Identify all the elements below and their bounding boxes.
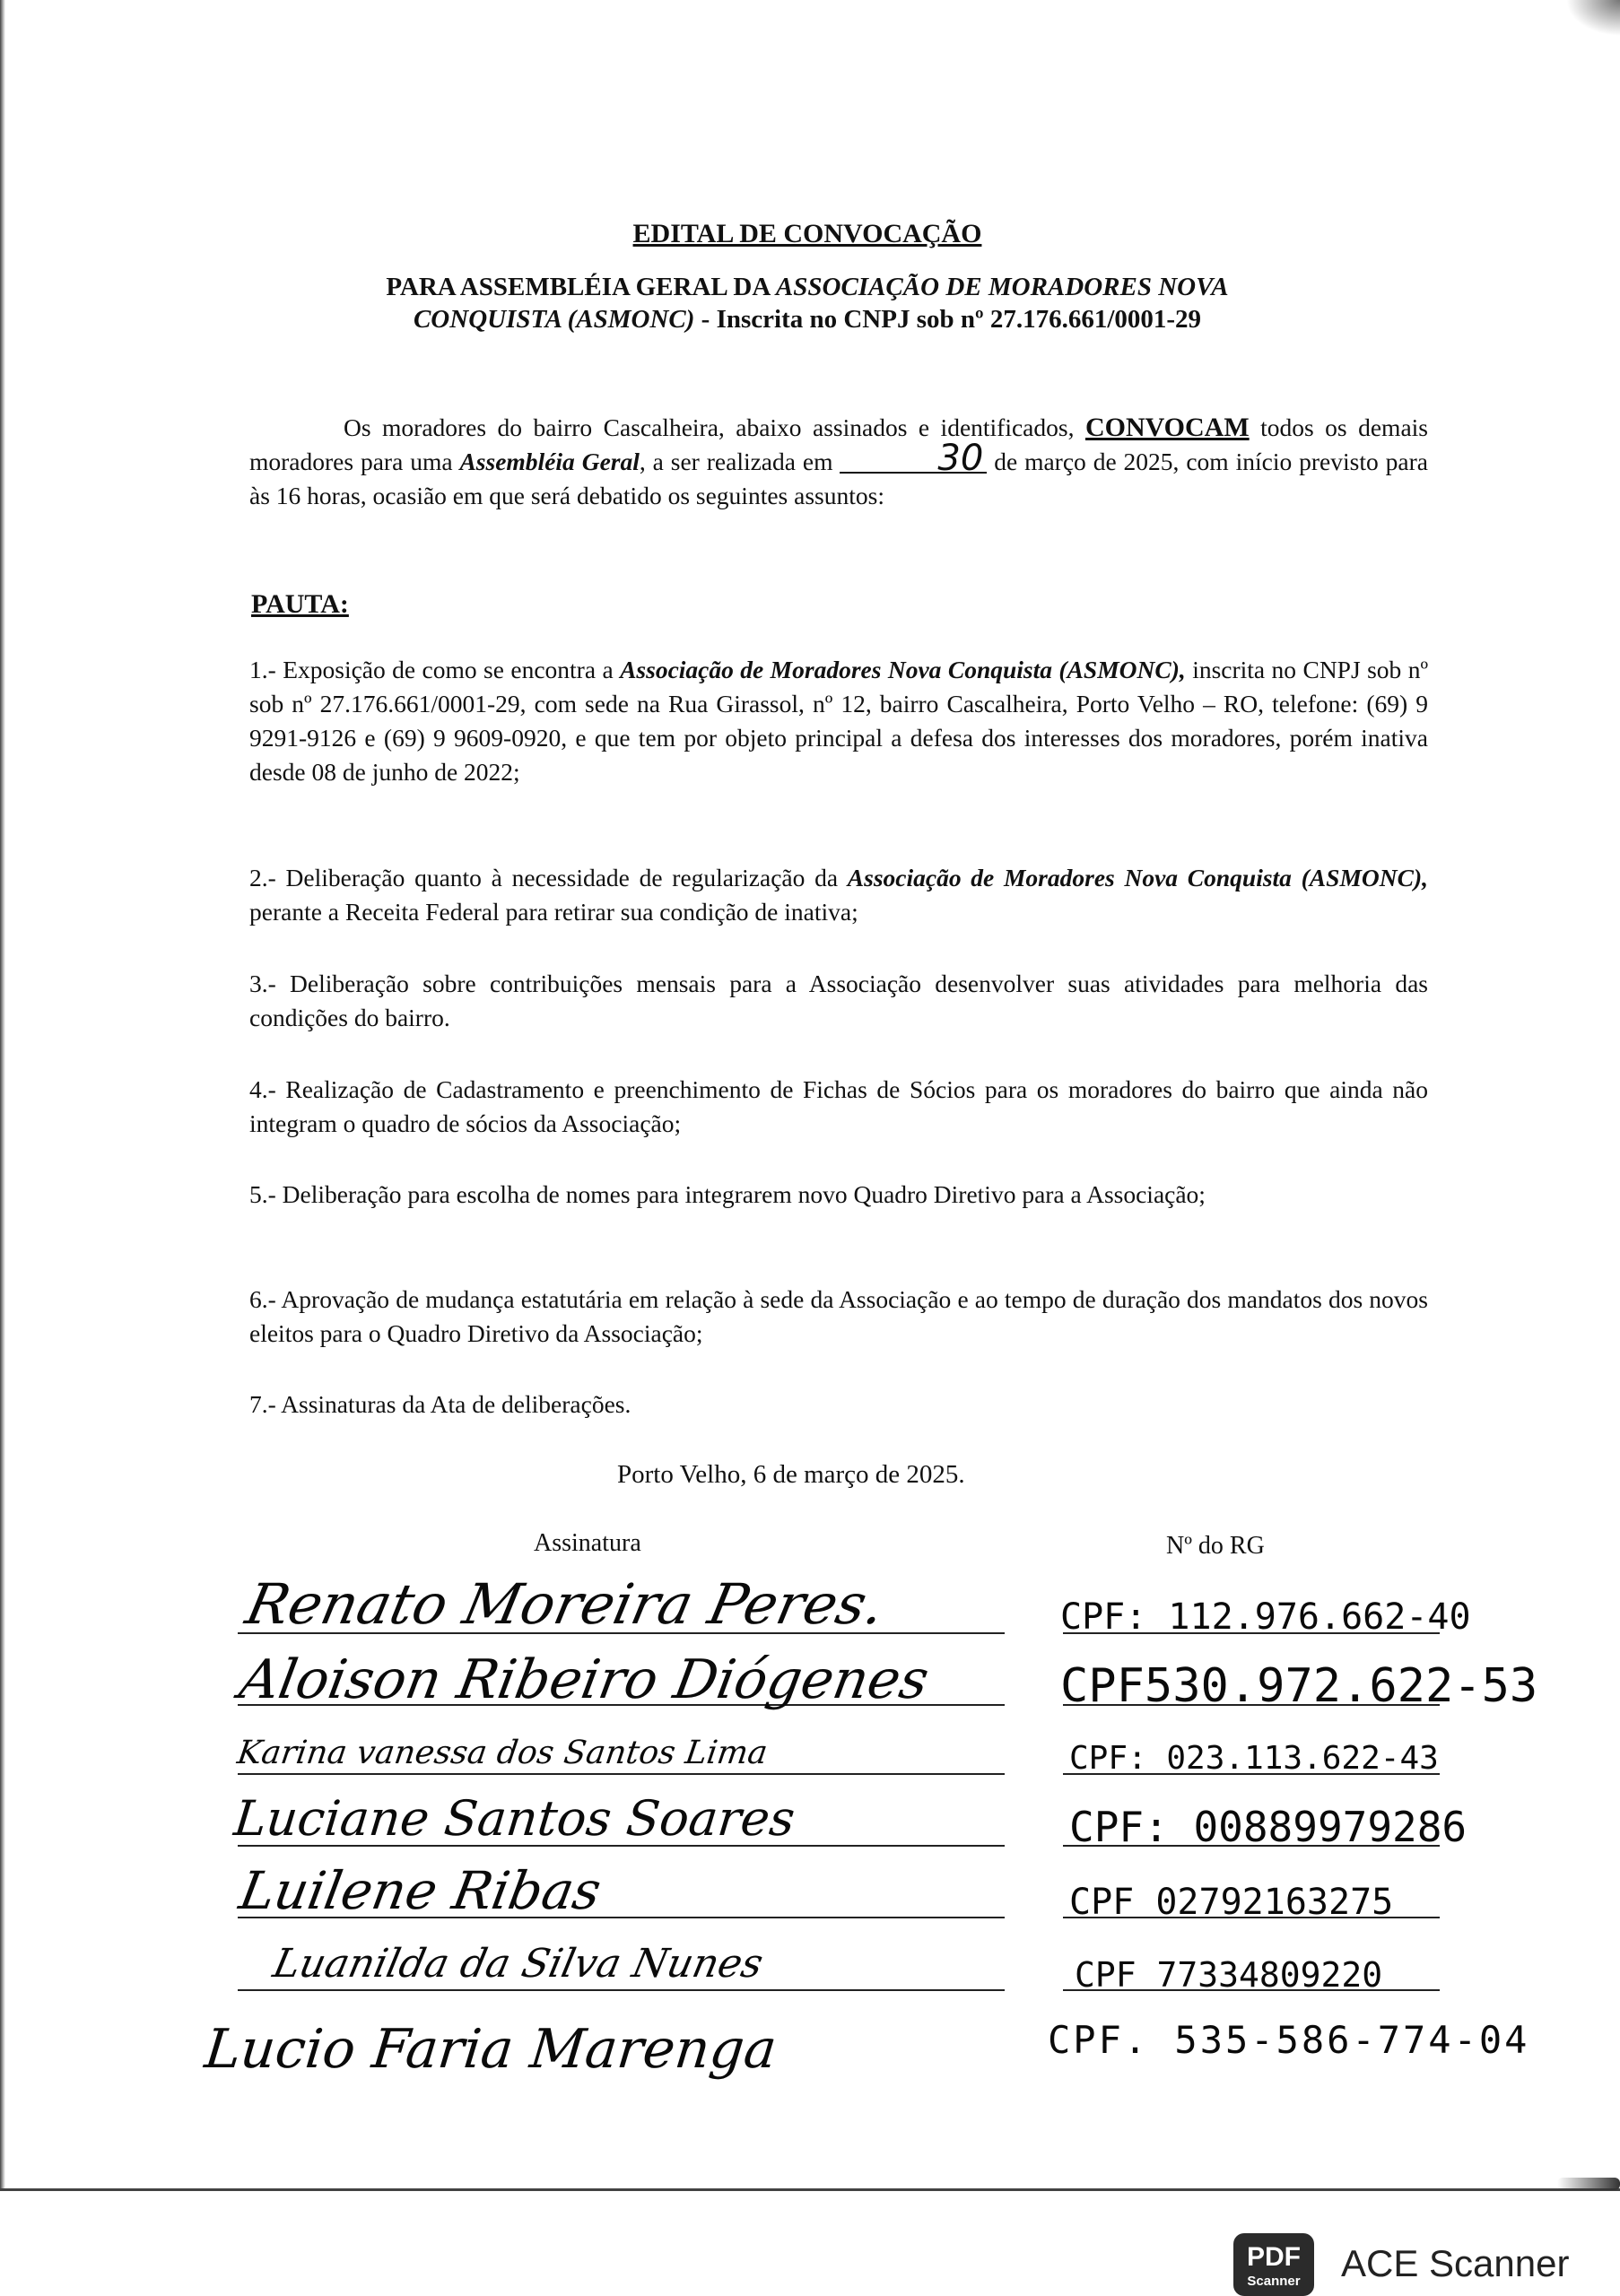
scan-corner-mark <box>1566 0 1620 36</box>
signature-column-header: Assinatura <box>534 1529 641 1557</box>
scanner-app-name: ACE Scanner <box>1341 2242 1570 2284</box>
cpf-2: CPF530.972.622-53 <box>1060 1659 1538 1713</box>
scan-bottom-mark <box>1557 2178 1620 2190</box>
intro-text-3: , a ser realizada em <box>639 448 840 475</box>
item-number: 6.- <box>249 1285 282 1313</box>
item-text-post: inscrita no CNPJ sob nº sob nº 27.176.661/0001-29, com sede na Rua Girassol, nº 12, bairro Cascalheira, Porto Velho – RO, telefone: (69) 9 9291-9126 e (69) 9 9609-0920, e que tem por objeto principal a defesa dos interesses dos moradores, porém inativa desde 08 de junho de 2022; <box>249 656 1428 786</box>
item-text: Deliberação quanto à necessidade de regularização da <box>285 864 848 891</box>
item-text: Deliberação para escolha de nomes para integrarem novo Quadro Diretivo para a Associação; <box>282 1180 1206 1208</box>
intro-convocam: CONVOCAM <box>1084 413 1250 442</box>
item-italic: Associação de Moradores Nova Conquista (ASMONC), <box>620 656 1186 683</box>
badge-line-1: PDF <box>1247 2242 1301 2272</box>
agenda-heading: PAUTA: <box>251 589 349 619</box>
agenda-item-3 <box>249 967 1428 1035</box>
scan-edge-shadow <box>0 0 5 2188</box>
cpf-1: CPF: 112.976.662-40 <box>1060 1596 1471 1638</box>
intro-text-4: de março de 2025, com início previsto para às 16 horas, ocasião em que será debatido os seguintes assuntos: <box>249 448 1428 509</box>
cpf-7: CPF. 535-586-774-04 <box>1048 2018 1530 2062</box>
item-text: Assinaturas da Ata de deliberações. <box>281 1390 631 1418</box>
document-title: EDITAL DE CONVOCAÇÃO <box>632 219 982 248</box>
item-text-post: perante a Receita Federal para retirar sua condição de inativa; <box>249 898 858 926</box>
pdf-scanner-logo-icon <box>1233 2233 1314 2296</box>
rg-column-header: Nº do RG <box>1166 1532 1265 1560</box>
document-subtitle <box>224 271 1390 335</box>
agenda-item-4 <box>249 1073 1428 1141</box>
page-bottom-edge <box>0 2188 1620 2191</box>
agenda-item-7 <box>249 1387 1428 1422</box>
agenda-item-1 <box>249 653 1428 789</box>
item-text: Exposição de como se encontra a <box>283 656 621 683</box>
intro-text-1: Os moradores do bairro Cascalheira, abaixo assinados e identificados, <box>344 413 1085 441</box>
intro-assembleia: Assembléia Geral <box>459 448 640 475</box>
intro-text-2: todos os demais moradores para uma <box>249 413 1428 475</box>
badge-line-2: Scanner <box>1247 2274 1301 2289</box>
item-number: 4.- <box>249 1075 286 1103</box>
signature-line <box>238 1989 1005 1991</box>
intro-paragraph <box>249 411 1428 513</box>
signature-6: Luanilda da Silva Nunes <box>269 1941 768 1987</box>
item-number: 7.- <box>249 1390 282 1418</box>
item-text: Deliberação sobre contribuições mensais para a Associação desenvolver suas atividades para melhoria das condições do bairro. <box>249 970 1428 1031</box>
signature-7: Lucio Faria Marenga <box>202 2018 780 2081</box>
agenda-item-6 <box>249 1283 1428 1351</box>
handwritten-day: 30 <box>840 445 987 474</box>
signature-3: Karina vanessa dos Santos Lima <box>235 1735 771 1771</box>
item-italic: Associação de Moradores Nova Conquista (ASMONC), <box>847 864 1428 891</box>
signature-line <box>238 1773 1005 1775</box>
signature-2: Aloison Ribeiro Diógenes <box>235 1648 934 1711</box>
agenda-item-5 <box>249 1178 1428 1212</box>
subtitle-assoc-name-2: CONQUISTA (ASMONC) <box>413 305 695 334</box>
item-number: 5.- <box>249 1180 283 1208</box>
cpf-5: CPF 02792163275 <box>1069 1882 1394 1923</box>
place-date: Porto Velho, 6 de março de 2025. <box>617 1460 965 1489</box>
item-number: 1.- <box>249 656 283 683</box>
signature-5: Luilene Ribas <box>235 1860 606 1921</box>
item-text: Aprovação de mudança estatutária em relação à sede da Associação e ao tempo de duração dos mandatos dos novos eleitos para o Quadro Diretivo da Associação; <box>249 1285 1428 1347</box>
agenda-item-2 <box>249 861 1428 929</box>
subtitle-prefix: PARA ASSEMBLÉIA GERAL DA <box>386 273 776 301</box>
subtitle-suffix: - Inscrita no CNPJ sob nº 27.176.661/0001-29 <box>694 305 1202 334</box>
cpf-3: CPF: 023.113.622-43 <box>1069 1740 1439 1777</box>
cpf-4: CPF: 00889979286 <box>1069 1803 1468 1851</box>
subtitle-assoc-name-1: ASSOCIAÇÃO DE MORADORES NOVA <box>775 273 1229 301</box>
item-number: 2.- <box>249 864 286 891</box>
signature-4: Luciane Santos Soares <box>231 1790 798 1847</box>
signature-1: Renato Moreira Peres. <box>240 1571 891 1637</box>
cpf-6: CPF 77334809220 <box>1075 1955 1383 1995</box>
item-text: Realização de Cadastramento e preenchimento de Fichas de Sócios para os moradores do bairro que ainda não integram o quadro de sócios da Associação; <box>249 1075 1428 1137</box>
item-number: 3.- <box>249 970 291 997</box>
